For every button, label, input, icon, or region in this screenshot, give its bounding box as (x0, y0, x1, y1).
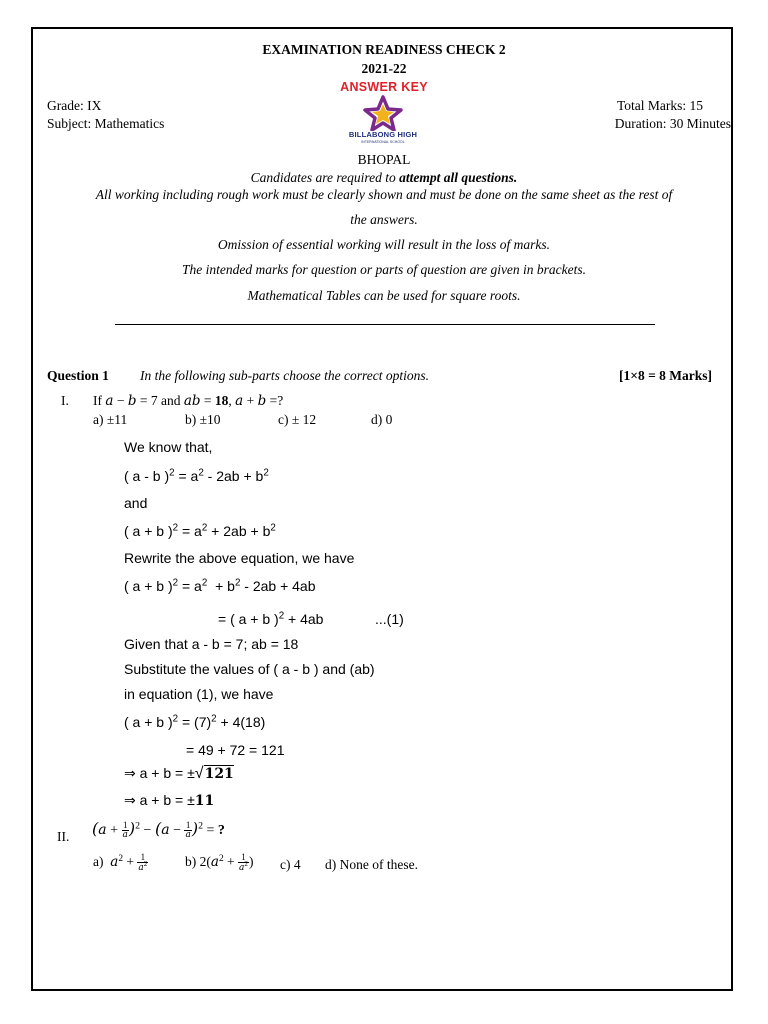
subject-label: Subject: Mathematics (47, 116, 165, 131)
total-marks: Total Marks: 15 (616, 98, 703, 113)
solution-eq-ref: ...(1) (375, 611, 404, 627)
solution-given: Given that a - b = 7; ab = 18 (124, 636, 299, 652)
part-2-numeral: II. (57, 829, 70, 844)
instruction-5: Mathematical Tables can be used for square roots. (247, 288, 521, 303)
part-1-option-a: a) ±11 (93, 412, 128, 427)
solution-substituted: ( a + b )$^2 = (7)^2 + 4(18)$ (124, 713, 266, 730)
exam-year: 2021-22 (361, 61, 407, 76)
solution-sqrt: ⇒ a + b = ±√121 (124, 765, 234, 782)
part-1-option-d: d) 0 (371, 412, 393, 427)
solution-result: ⇒ a + b = ±11 (124, 792, 215, 809)
solution-identity-1: ( a - b )$^2 = a^2 - 2ab + b^2$ (124, 467, 269, 484)
part-2-question: (a + $\frac{1}{a}$ )$^2$ − (a − $\frac{1}{a}$ )$^2$ = ? (92, 819, 225, 841)
part-2-option-b: b) $2(a^2$ + $\frac{1}{a^2}$ ) (185, 852, 254, 873)
solution-identity-2: ( a + b )$^2 = a^2 + 2ab + b^2$ (124, 522, 276, 539)
star-icon (338, 95, 428, 131)
instruction-1-prefix: Candidates are required to (250, 170, 400, 185)
part-1-option-c: c) ± 12 (278, 412, 317, 427)
solution-in-equation: in equation (1), we have (124, 686, 274, 702)
instruction-2b: the answers. (350, 212, 418, 227)
instruction-4: The intended marks for question or parts of question are given in brackets. (181, 262, 587, 277)
question-1-marks: [1×8 = 8 Marks] (619, 368, 712, 383)
instruction-1-bold: attempt all questions. (399, 170, 518, 185)
solution-we-know: We know that, (124, 439, 213, 455)
part-2-option-a: a) $a^2$ + $\frac{1}{a^2}$ (93, 852, 148, 873)
solution-calc: = 49 + 72 = 121 (186, 742, 285, 758)
instruction-2a: All working including rough work must be clearly shown and must be done on the same sheet as the rest of (95, 187, 673, 202)
solution-eq-1: = ( a + b )$^2$ + 4ab (218, 610, 324, 627)
school-logo (338, 95, 428, 147)
question-1-label: Question 1 (47, 368, 109, 383)
part-1-question: If a − b = 7 and ab = 18, a + b =? (93, 393, 284, 409)
part-2-option-c: c) 4 (280, 857, 301, 872)
grade-label: Grade: IX (47, 98, 102, 113)
solution-substitute: Substitute the values of ( a - b ) and (ab) (124, 661, 375, 677)
part-2-option-d: d) None of these. (325, 857, 418, 872)
city-label: BHOPAL (357, 152, 411, 167)
answer-key-label: ANSWER KEY (340, 80, 428, 94)
question-1-text: In the following sub-parts choose the correct options. (140, 368, 429, 383)
solution-and: and (124, 495, 148, 511)
solution-rewrite: Rewrite the above equation, we have (124, 550, 355, 566)
duration: Duration: 30 Minutes (614, 116, 731, 131)
exam-title: EXAMINATION READINESS CHECK 2 (262, 42, 506, 57)
logo-name: BILLABONG HIGH (348, 130, 418, 139)
logo-subtitle: INTERNATIONAL SCHOOL (361, 140, 405, 144)
separator-line (115, 324, 655, 325)
instruction-1 (0, 170, 768, 186)
part-1-option-b: b) ±10 (185, 412, 221, 427)
instruction-3: Omission of essential working will result in the loss of marks. (217, 237, 551, 252)
part-1-numeral: I. (61, 393, 69, 408)
solution-rewritten-eq: ( a + b )$^2 = a^2 + b^2 - 2ab + 4ab$ (124, 577, 316, 594)
